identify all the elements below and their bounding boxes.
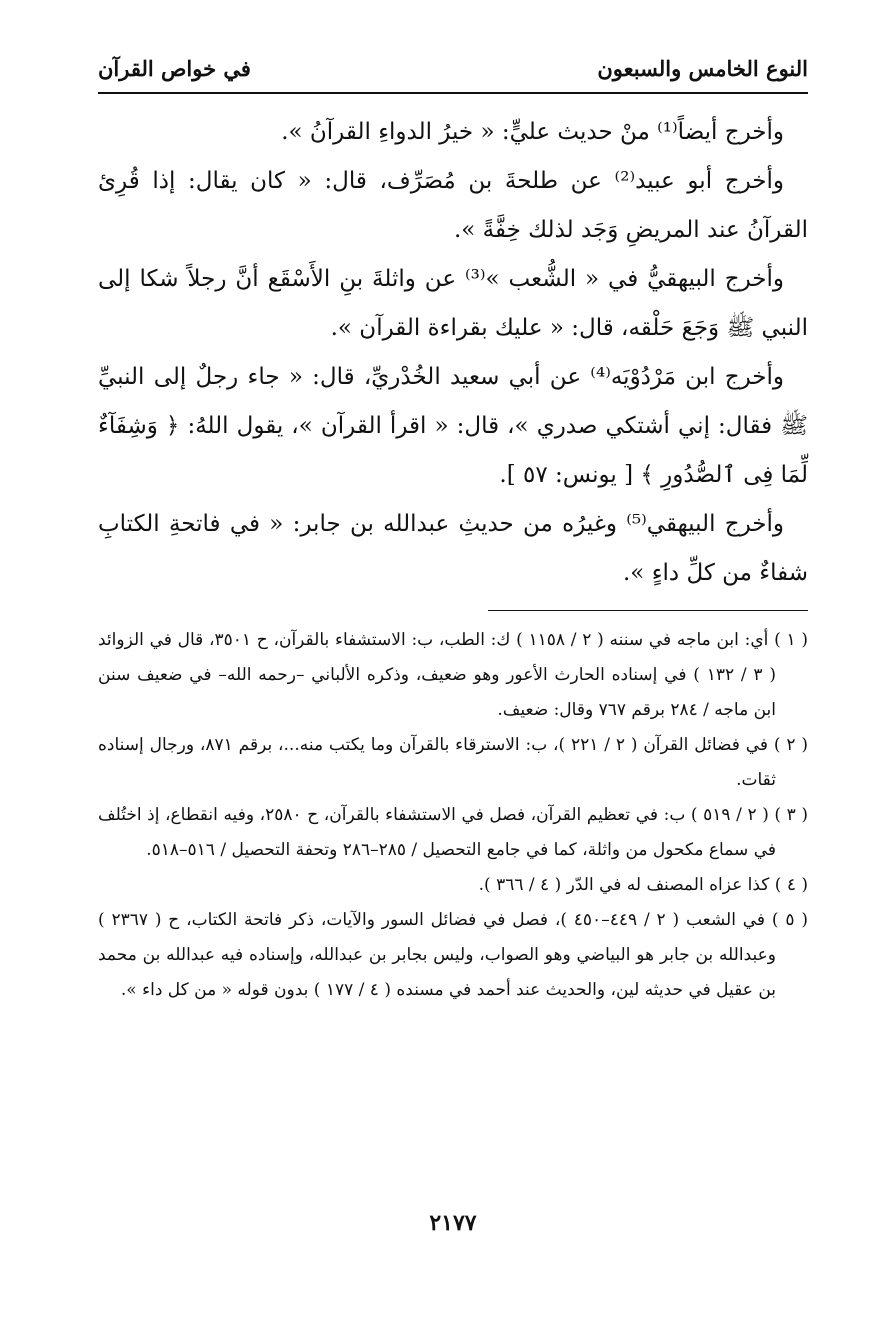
- running-header: [98, 50, 808, 88]
- footnote: ( ١ ) أي: ابن ماجه في سننه ( ٢ / ١١٥٨ ) ك: الطب، ب: الاستشفاء بالقرآن، ح ٣٥٠١، قال في الزوائد ( ٣ / ١٣٢ ) في إسناده الحارث الأعور وهو ضعيف، وذكره الألباني –رحمه الله– في ضعيف سنن ابن ماجه / ٢٨٤ برقم ٧٦٧ وقال: ضعيف.: [98, 630, 808, 720]
- paragraph: وأخرج البيهقي⁽⁵⁾ وغيرُه من حديثِ عبدالله بن جابر: « في فاتحةِ الكتابِ شفاءٌ من كلِّ داءٍ ».: [98, 511, 808, 586]
- section-title: في خواص القرآن: [98, 56, 251, 81]
- footnote: ( ٤ ) كذا عزاه المصنف له في الدّر ( ٤ / ٣٦٦ ).: [478, 875, 808, 895]
- paragraph: وأخرج أيضاً⁽¹⁾ منْ حديث عليٍّ: « خيرُ الدواءِ القرآنُ ».: [281, 119, 784, 145]
- footnote: ( ٢ ) في فضائل القرآن ( ٢ / ٢٢١ )، ب: الاسترقاء بالقرآن وما يكتب منه...، برقم ٨٧١، ورجال إسناده ثقات.: [98, 735, 808, 790]
- footnote: ( ٥ ) في الشعب ( ٢ / ٤٤٩–٤٥٠ )، فصل في فضائل السور والآيات، ذكر فاتحة الكتاب، ح ( ٢٣٦٧ ) وعبدالله بن جابر هو البياضي وهو الصواب، وليس بجابر بن عبدالله، وإسناده فيه عبدالله بن محمد بن عقيل في حديثه لين، والحديث عند أحمد في مسنده ( ٤ / ١٧٧ ) بدون قوله « من كل داء ».: [98, 910, 808, 1000]
- footnote: ( ٣ ) ( ٢ / ٥١٩ ) ب: في تعظيم القرآن، فصل في الاستشفاء بالقرآن، ح ٢٥٨٠، وفيه انقطاع، إذ اختُلف في سماع مكحول من واثلة، كما في جامع التحصيل / ٢٨٥–٢٨٦ وتحفة التحصيل / ٥١٦–٥١٨.: [98, 805, 808, 860]
- book-page: [98, 50, 808, 1280]
- chapter-title: النوع الخامس والسبعون: [597, 56, 808, 81]
- footnotes: [98, 623, 808, 1008]
- page-number: ٢١٧٧: [429, 1210, 477, 1236]
- footnote-rule: [488, 610, 808, 611]
- paragraph: وأخرج ابن مَرْدُوْيَه⁽⁴⁾ عن أبي سعيد الخُدْريِّ، قال: « جاء رجلٌ إلى النبيِّ ﷺ فقال: إني أشتكي صدري »، قال: « اقرأ القرآن »، يقول اللهُ: ﴿ وَشِفَآءٌ لِّمَا فِى ٱلصُّدُورِ ﴾ [ يونس: ٥٧ ].: [98, 364, 808, 488]
- paragraph: وأخرج البيهقيُّ في « الشُّعب »⁽³⁾ عن واثلةَ بنِ الأَسْقَع أنَّ رجلاً شكا إلى النبي ﷺ وَجَعَ حَلْقه، قال: « عليك بقراءة القرآن ».: [98, 266, 808, 341]
- header-rule: [98, 92, 808, 94]
- paragraph: وأخرج أبو عبيد⁽²⁾ عن طلحةَ بن مُصَرِّف، قال: « كان يقال: إذا قُرِئ القرآنُ عند المريضِ وَجَد لذلك خِفَّةً ».: [98, 168, 808, 243]
- main-text: [98, 108, 808, 598]
